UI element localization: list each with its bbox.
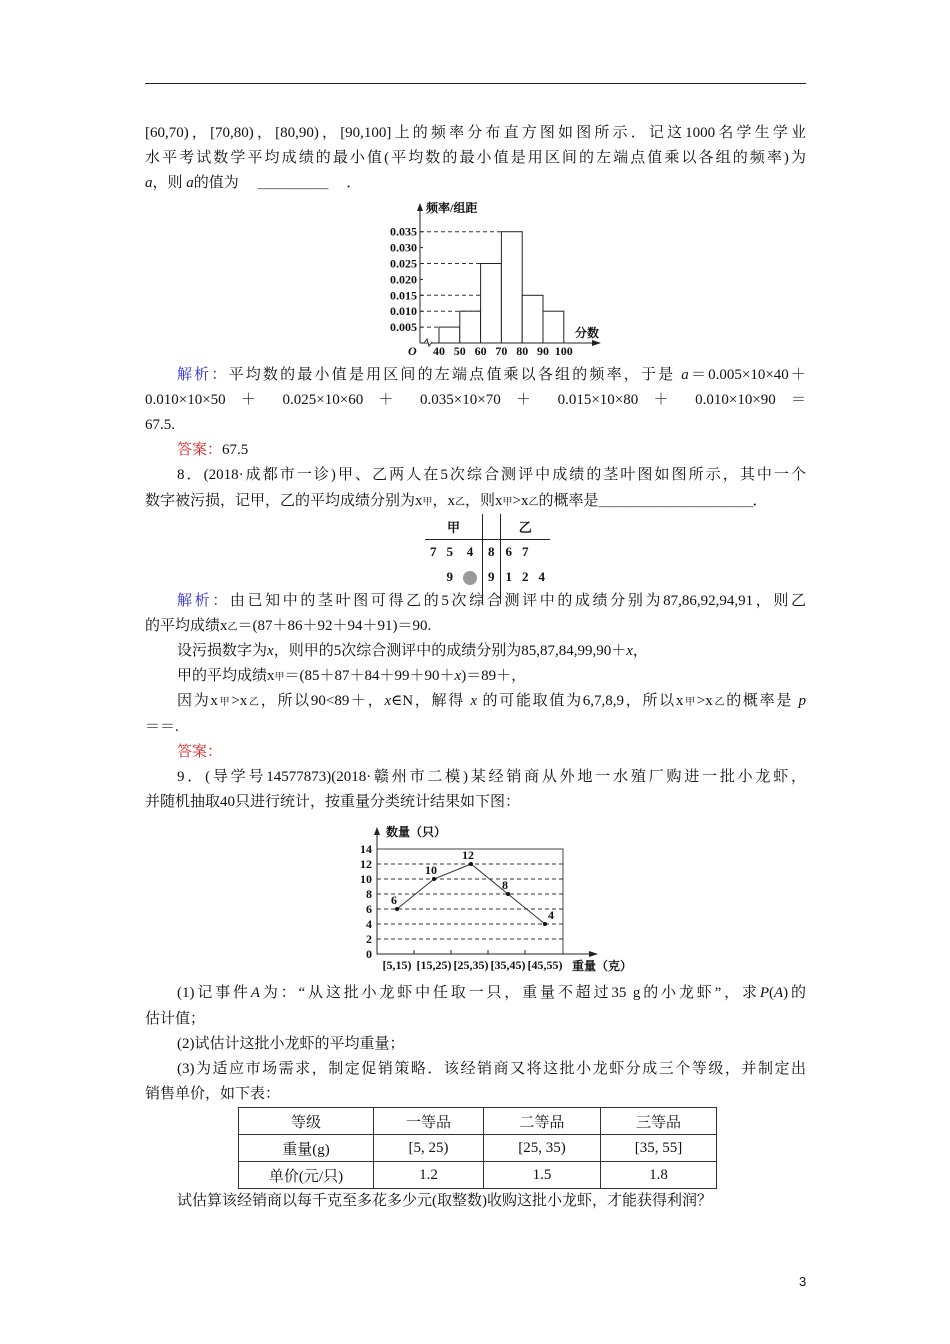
x-tick-label: 90 <box>537 343 549 358</box>
leaf-yi <box>534 539 551 565</box>
text-run: ． <box>327 175 362 192</box>
leaf-yi: 7 <box>522 544 529 560</box>
histogram-bar <box>501 231 522 342</box>
y-tick-label: 6 <box>366 902 372 917</box>
text-line <box>145 463 806 488</box>
text-run: 甲的平均成绩x <box>177 668 275 685</box>
text-run: ，则 <box>152 175 187 192</box>
smudged-digit-icon <box>458 565 483 590</box>
text-run: 甲 <box>683 697 697 709</box>
data-label: 10 <box>425 863 437 878</box>
text-run: 的可能取值为6,7,8,9，所以x <box>477 693 684 710</box>
x-tick-label: 70 <box>495 343 508 358</box>
text-line <box>145 1082 806 1107</box>
text-line <box>145 363 806 388</box>
page-number: 3 <box>799 1274 807 1289</box>
question-9-part-3 <box>145 1057 806 1107</box>
x-tick-label: [35,45) <box>490 958 526 973</box>
text-run: 乙 <box>712 697 727 709</box>
text-line <box>145 489 806 514</box>
weight-line-chart <box>145 815 806 981</box>
data-point <box>543 922 547 926</box>
text-line <box>145 146 806 171</box>
x-tick-label: [5,15) <box>382 958 412 973</box>
text-run: a <box>186 175 194 192</box>
leaf-jia <box>425 565 442 590</box>
text-run: ，则甲的5次综合测评中的成绩分别为85,87,84,99,90＋ <box>273 643 627 660</box>
x-tick-label: 40 <box>433 343 445 358</box>
table-cell: [25, 35) <box>484 1135 601 1162</box>
question-8 <box>145 463 806 513</box>
answer-blank: ＿＿＿＿＿ <box>257 175 328 192</box>
text-run: 设污损数字为 <box>177 643 268 660</box>
stem-header-spacer <box>483 514 501 540</box>
text-line <box>145 715 806 740</box>
table-cell: [5, 25) <box>374 1135 484 1162</box>
text-line <box>145 121 806 146</box>
histogram-bar <box>460 311 481 343</box>
y-tick-label: 0 <box>366 947 372 962</box>
text-run: 甲 <box>217 697 232 709</box>
text-line <box>145 981 806 1006</box>
stem-tail <box>500 590 517 604</box>
table-cell: 1.5 <box>484 1162 601 1189</box>
text-run: >x <box>696 693 713 710</box>
table-row <box>239 1108 717 1135</box>
data-point <box>395 907 399 911</box>
text-run: 数字被污损，记甲，乙的平均成绩分别为x <box>145 492 423 509</box>
histogram-bar <box>543 311 564 343</box>
table-cell: 单价(元/只) <box>239 1162 374 1189</box>
text-line <box>145 388 806 413</box>
y-axis-arrow-icon <box>417 203 423 211</box>
text-run: 由已知中的茎叶图可得乙的5次综合测评中的成绩分别为87,86,92,94,91，则乙 <box>229 592 806 609</box>
text-line <box>145 740 806 765</box>
data-label: 8 <box>502 878 508 893</box>
x-axis-label: 重量（克） <box>572 959 633 974</box>
leaf-yi: 6 <box>505 544 512 560</box>
text-run: A <box>250 985 261 1002</box>
y-axis-label: 数量（只） <box>386 825 447 840</box>
text-line <box>145 639 806 664</box>
question-9-part-1 <box>145 981 806 1031</box>
text-run: 水平考试数学平均成绩的最小值(平均数的最小值是用区间的左端点值乘以各组的频率)为 <box>145 150 806 167</box>
table-row <box>239 1162 717 1189</box>
text-run: 甲 <box>422 496 433 508</box>
leaf-yi: 4 <box>538 569 545 585</box>
text-run: 乙 <box>247 697 261 709</box>
text-line <box>145 614 806 639</box>
origin-label: O <box>408 343 417 358</box>
text-line <box>145 1189 806 1214</box>
text-line <box>145 1057 806 1082</box>
x-tick-label: [45,55) <box>527 958 563 973</box>
data-label: 4 <box>548 908 554 923</box>
text-run: 67.5 <box>222 442 249 459</box>
data-point <box>469 862 473 866</box>
y-tick-label: 2 <box>366 932 372 947</box>
text-run: ∈N，解得 <box>391 693 471 710</box>
leaf-yi: 1 <box>505 569 512 585</box>
x-tick-label: 60 <box>474 343 487 358</box>
y-tick-label: 0.020 <box>390 271 417 286</box>
text-run: 67.5. <box>145 416 175 433</box>
text-run: (3)为适应市场需求，制定促销策略．该经销商又将这批小龙虾分成三个等级，并制定出 <box>177 1060 806 1077</box>
answer-7 <box>145 438 806 463</box>
solution-label: 解析： <box>177 592 230 609</box>
stem-leaf-plot <box>145 514 806 589</box>
x-axis-arrow-icon <box>589 951 598 957</box>
table-header-cell: 二等品 <box>484 1108 601 1135</box>
table-row <box>239 1135 717 1162</box>
text-run: ＝＝. <box>145 718 179 735</box>
text-line <box>145 765 806 790</box>
text-run: 的平均成绩x <box>145 617 228 634</box>
question-9 <box>145 765 806 815</box>
header-rule <box>145 83 806 84</box>
table-cell: 1.8 <box>601 1162 717 1189</box>
leaf-yi: 2 <box>522 569 529 585</box>
solution-7 <box>145 363 806 439</box>
text-run: 为：“从这批小龙虾中任取一只，重量不超过35 g的小龙虾”，求 <box>260 985 760 1002</box>
document-body <box>145 121 806 1215</box>
text-line <box>145 689 806 714</box>
text-run: ＝0.005×10×40＋ <box>688 366 806 383</box>
x-tick-label: 100 <box>554 343 573 358</box>
data-point <box>506 892 510 896</box>
histogram-bar <box>522 295 543 343</box>
y-tick-label: 0.010 <box>390 303 417 318</box>
stem-tail <box>442 590 459 604</box>
text-run: x <box>454 668 462 685</box>
question-9-part-2 <box>145 1032 806 1057</box>
grade-table-figure <box>145 1107 806 1189</box>
text-run: P <box>759 985 769 1002</box>
frequency-histogram <box>145 197 806 363</box>
data-point <box>432 877 436 881</box>
histogram-svg <box>0 197 950 363</box>
text-run: ， <box>632 643 648 660</box>
text-run: (1)记事件 <box>177 985 251 1002</box>
histogram-bar <box>439 327 460 343</box>
answer-blank: ＿＿＿＿＿＿＿＿＿＿＿ <box>598 492 753 509</box>
leaf-jia: 4 <box>466 544 474 560</box>
text-run: ． <box>752 492 768 509</box>
text-line <box>145 790 806 815</box>
smudge-icon <box>463 571 477 585</box>
text-line <box>145 664 806 689</box>
text-run: x <box>470 693 478 710</box>
text-run: 甲 <box>274 672 285 684</box>
text-line <box>145 171 806 196</box>
text-run: x <box>267 643 274 660</box>
text-run: 平均数的最小值是用区间的左端点值乘以各组的频率，于是 <box>228 366 682 383</box>
text-run: x <box>384 693 392 710</box>
stem: 9 <box>483 565 501 590</box>
x-tick-label: [25,35) <box>453 958 489 973</box>
text-run: ，则x <box>465 492 503 509</box>
question-9-final <box>145 1189 806 1214</box>
text-run: a <box>145 175 153 192</box>
leaf-jia: 7 <box>430 544 437 560</box>
text-run: >x <box>512 492 529 509</box>
text-run: p <box>798 693 806 710</box>
text-run: 的值为 <box>193 175 258 192</box>
text-run: >x <box>231 693 248 710</box>
text-run: 9．(导学号14577873)(2018·赣州市二模)某经销商从外地一水殖厂购进一批小龙虾， <box>177 769 806 785</box>
text-run: ( <box>768 985 774 1002</box>
text-run: a <box>681 366 689 383</box>
y-tick-label: 0.005 <box>390 319 417 334</box>
stem-tail <box>425 590 442 604</box>
solution-8-step <box>145 664 806 689</box>
text-run: 乙 <box>455 496 466 508</box>
y-tick-label: 0.025 <box>390 256 417 271</box>
answer-8 <box>145 740 806 765</box>
table-header-cell: 三等品 <box>601 1108 717 1135</box>
y-tick-label: 0.030 <box>390 240 417 255</box>
stem-leaf-table <box>425 514 550 604</box>
text-line <box>145 1032 806 1057</box>
stem-tail <box>483 590 501 604</box>
leaf-jia: 5 <box>446 544 453 560</box>
stem-tail <box>534 590 551 604</box>
table-cell: 重量(g) <box>239 1135 374 1162</box>
x-axis-arrow-icon <box>592 340 601 346</box>
x-tick-label: 50 <box>453 343 466 358</box>
text-run: A <box>773 985 784 1002</box>
x-tick-label: 80 <box>516 343 529 358</box>
y-axis-arrow-icon <box>374 827 380 835</box>
x-axis-label: 分数 <box>575 325 600 340</box>
text-run: 试估算该经销商以每千克至多花多少元(取整数)收购这批小龙虾，才能获得利润？ <box>177 1193 712 1210</box>
table-cell: [35, 55] <box>601 1135 717 1162</box>
text-run: 乙 <box>528 496 539 508</box>
text-run: (2)试估计这批小龙虾的平均重量； <box>177 1035 405 1052</box>
axis-break-icon <box>424 339 432 346</box>
table-header-cell: 一等品 <box>374 1108 484 1135</box>
solution-label: 解析： <box>177 366 229 383</box>
y-tick-label: 0.015 <box>390 287 417 302</box>
stem-tail <box>458 590 483 604</box>
text-line <box>145 438 806 463</box>
text-run: 并随机抽取40只进行统计，按重量分类统计结果如下图： <box>145 794 521 811</box>
stem-leaf-header-yi: 乙 <box>500 514 550 540</box>
histogram-bar <box>481 263 502 343</box>
stem-tail <box>517 590 534 604</box>
y-tick-label: 4 <box>366 917 372 932</box>
text-run: )的 <box>783 985 806 1002</box>
text-run: 的概率是 <box>726 693 799 710</box>
text-run: ＝(87＋86＋92＋94＋91)＝90. <box>237 617 432 634</box>
text-run: 估计值； <box>145 1010 206 1027</box>
text-run: )＝89＋， <box>461 668 527 685</box>
stem-leaf-header-jia: 甲 <box>425 514 483 540</box>
text-run: ＝(85＋87＋84＋99＋90＋ <box>284 668 455 685</box>
y-tick-label: 0.035 <box>390 224 417 239</box>
y-axis-label: 频率/组距 <box>426 200 478 215</box>
leaf-jia: 9 <box>446 569 453 585</box>
data-label: 12 <box>462 848 474 863</box>
answer-label: 答案： <box>177 743 223 760</box>
x-tick-label: [15,25) <box>416 958 452 973</box>
y-tick-label: 12 <box>360 857 372 872</box>
text-line <box>145 413 806 438</box>
table-header-cell: 等级 <box>239 1108 374 1135</box>
text-run: 0.010×10×50 ＋ 0.025×10×60 ＋ 0.035×10×70 ＋ 0.015×10×80 ＋ 0.010×10×90 ＝ <box>145 391 806 408</box>
text-run: 销售单价，如下表： <box>145 1086 281 1103</box>
text-run: [60,70)，[70,80)，[80,90)，[90,100]上的频率分布直方图如图所示．记这1000名学生学业 <box>145 125 806 141</box>
y-tick-label: 14 <box>360 842 372 857</box>
table-cell: 1.2 <box>374 1162 484 1189</box>
stem: 8 <box>483 539 501 565</box>
solution-8-step <box>145 689 806 739</box>
text-line <box>145 1007 806 1032</box>
answer-label: 答案： <box>177 442 223 459</box>
text-run: 的概率是 <box>538 492 599 509</box>
text-run: ，x <box>432 492 456 509</box>
data-label: 6 <box>391 893 397 908</box>
text-run: ，所以90<89＋， <box>260 693 385 710</box>
line-chart-svg <box>0 815 950 981</box>
y-tick-label: 8 <box>366 887 372 902</box>
grade-price-table <box>238 1107 717 1189</box>
question-7-continuation <box>145 121 806 197</box>
text-run: 8．(2018·成都市一诊)甲、乙两人在5次综合测评中成绩的茎叶图如图所示，其中一个 <box>177 467 806 484</box>
text-run: 乙 <box>227 621 238 633</box>
text-run: x <box>626 643 633 660</box>
text-run: 因为x <box>177 693 218 710</box>
y-tick-label: 10 <box>360 872 372 887</box>
solution-8-step <box>145 639 806 664</box>
text-run: 甲 <box>502 496 513 508</box>
